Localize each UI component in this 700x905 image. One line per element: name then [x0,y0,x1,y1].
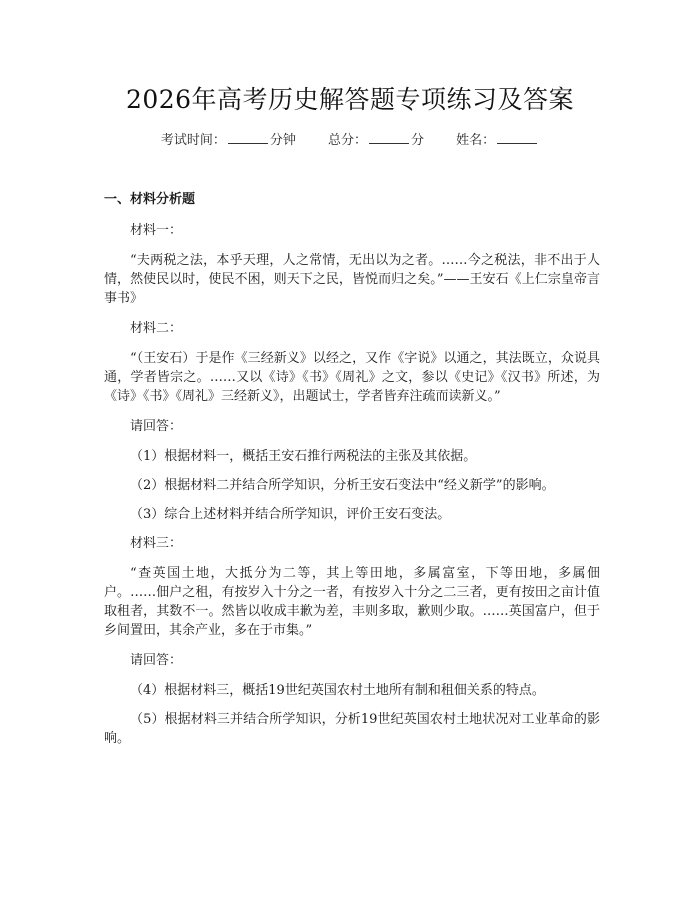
question-4: （4）根据材料三，概括19世纪英国农村土地所有制和租佃关系的特点。 [130,683,545,698]
total-score-unit: 分 [411,133,425,148]
exam-time-label: 考试时间： [160,133,226,148]
total-score-blank [369,131,409,144]
question-2: （2）根据材料二并结合所学知识，分析王安石变法中“经义新学”的影响。 [130,478,555,493]
exam-content [104,190,600,758]
total-score-label: 总分： [327,133,367,148]
material-1-label: 材料一： [130,223,183,238]
exam-time-field [161,131,296,151]
name-label: 姓名： [456,133,496,148]
material-1-text: “夫两税之法，本乎天理，人之常情，无出以为之者。……今之税法，非不出于人情，然使民以时，使民不困，则天下之民，皆悦而归之矣。”——王安石《上仁宗皇帝言事书》 [104,253,600,306]
question-5: （5）根据材料三并结合所学知识，分析19世纪英国农村土地状况对工业革命的影响。 [104,712,600,746]
section-heading: 一、材料分析题 [104,192,196,207]
material-3-label: 材料三： [130,536,183,551]
total-score-field [328,131,424,151]
answer-prompt-2: 请回答： [130,653,183,668]
name-blank [497,131,537,144]
material-2-label: 材料二： [130,321,183,336]
material-3-text: “查英国土地，大抵分为二等，其上等田地，多属富室，下等田地，多属佃户。……佃户之租，有按岁入十分之一者，有按岁入十分之二三者，更有按田之亩计值取租者，其数不一。然皆以收成丰歉为差，丰则多取，歉则少取。……英国富户，但于乡间置田，其余产业，多在于市集。” [104,566,600,638]
question-1: （1）根据材料一，概括王安石推行两税法的主张及其依据。 [130,449,477,464]
exam-meta-line [0,131,700,151]
answer-prompt-1: 请回答： [130,419,183,434]
question-3: （3）综合上述材料并结合所学知识，评价王安石变法。 [130,507,451,522]
name-field [456,131,539,151]
page-title: 2026年高考历史解答题专项练习及答案 [125,85,575,114]
exam-time-blank [228,131,268,144]
exam-time-unit: 分钟 [269,133,296,148]
material-2-text: “（王安石）于是作《三经新义》以经之，又作《字说》以通之，其法既立，众说具通，学者皆宗之。……又以《诗》《书》《周礼》之文，参以《史记》《汉书》所述，为《诗》《书》《周礼》三经新义》，出题试士，学者皆弃注疏而读新义。” [104,351,600,404]
